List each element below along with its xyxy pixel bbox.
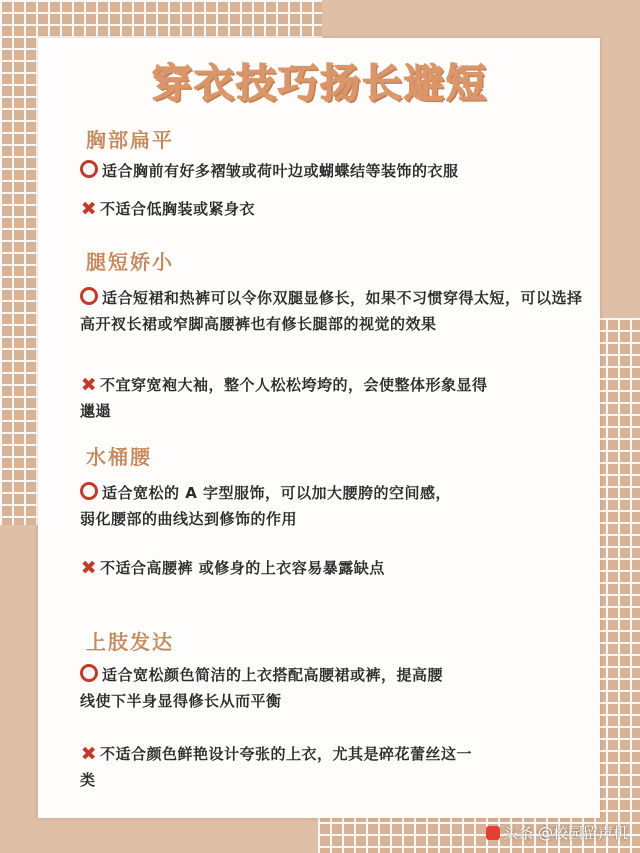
section-heading-legs: 腿短娇小 bbox=[86, 250, 174, 274]
cross-icon: ✖ bbox=[80, 374, 98, 396]
section-heading-arms: 上肢发达 bbox=[86, 630, 174, 654]
tip-good-legs: 适合短裙和热裤可以令你双腿显修长，如果不习惯穿得太短，可以选择高开衩长裙或窄脚高腰裤也有修长腿部的视觉的效果 bbox=[80, 289, 583, 333]
circle-icon bbox=[80, 287, 98, 305]
section-heading-chest: 胸部扁平 bbox=[86, 128, 174, 152]
watermark: 头条 @校园留声机 bbox=[486, 822, 628, 843]
page-title: 穿衣技巧扬长避短 bbox=[152, 61, 488, 107]
circle-icon bbox=[80, 664, 98, 682]
tip-good-arms: 适合宽松颜色简洁的上衣搭配高腰裙或裤，提高腰线使下半身显得修长从而平衡 bbox=[80, 666, 444, 710]
tip-good-waist: 适合宽松的 A 字型服饰，可以加大腰胯的空间感，弱化腰部的曲线达到修饰的作用 bbox=[80, 484, 452, 528]
toutiao-logo-icon bbox=[486, 826, 500, 840]
circle-icon bbox=[80, 482, 98, 500]
section-heading-waist: 水桶腰 bbox=[86, 445, 152, 469]
tip-bad-arms: ✖ 不适合颜色鲜艳设计夸张的上衣，尤其是碎花蕾丝这一类 bbox=[80, 743, 473, 789]
tip-bad-legs: ✖ 不宜穿宽袍大袖，整个人松松垮垮的，会使整体形象显得邋遢 bbox=[80, 374, 488, 420]
cross-icon: ✖ bbox=[80, 198, 98, 220]
cross-icon: ✖ bbox=[80, 743, 98, 765]
cross-icon: ✖ bbox=[80, 557, 98, 579]
circle-icon bbox=[80, 160, 98, 178]
tip-good-chest: 适合胸前有好多褶皱或荷叶边或蝴蝶结等装饰的衣服 bbox=[80, 158, 585, 184]
tip-bad-waist: ✖ 不适合高腰裤 或修身的上衣容易暴露缺点 bbox=[80, 557, 385, 579]
tip-bad-chest: ✖ 不适合低胸装或紧身衣 bbox=[80, 198, 256, 220]
